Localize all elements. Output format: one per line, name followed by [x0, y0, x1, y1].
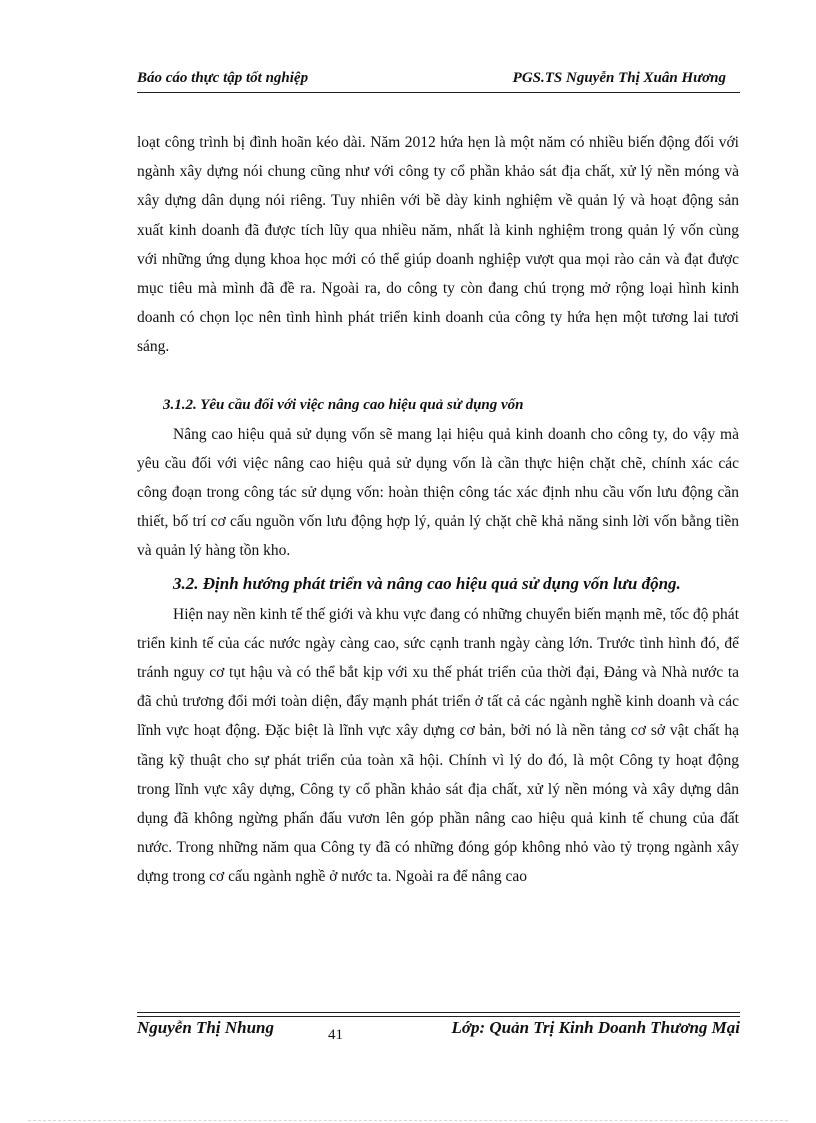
footer-divider: [137, 1012, 740, 1013]
header-advisor: PGS.TS Nguyễn Thị Xuân Hương: [512, 70, 726, 86]
header-report-title: Báo cáo thực tập tốt nghiệp: [137, 70, 309, 86]
footer-divider-thin: [137, 1016, 740, 1017]
page-number: 41: [328, 1027, 343, 1043]
page-body: [137, 128, 739, 892]
section-heading-3-1-2: 3.1.2. Yêu cầu đối với việc nâng cao hiệu quả sử dụng vốn: [163, 396, 524, 413]
paragraph-orientation: Hiện nay nền kinh tế thế giới và khu vực đang có những chuyển biến mạnh mẽ, tốc độ phát triển kinh tế của các nước ngày càng cao, sức cạnh tranh ngày càng lớn. Trước tình hình đó, để tránh nguy cơ tụt hậu và có thể bắt kịp với xu thế phát triển của thời đại, Đảng và Nhà nước ta đã chủ trương đổi mới toàn diện, đẩy mạnh phát triển ở tất cả các ngành nghề kinh doanh và các lĩnh vực hoạt động. Đặc biệt là lĩnh vực xây dựng cơ bản, bởi nó là nền tảng cơ sở vật chất hạ tầng kỹ thuật cho sự phát triển của toàn xã hội. Chính vì lý do đó, là một Công ty hoạt động trong lĩnh vực xây dựng, Công ty cổ phần khảo sát địa chất, xử lý nền móng và xây dựng dân dụng đã không ngừng phấn đấu vươn lên góp phần nâng cao hiệu quả kinh tế chung của đất nước. Trong những năm qua Công ty đã có những đóng góp không nhỏ vào tỷ trọng ngành xây dựng trong cơ cấu ngành nghề ở nước ta. Ngoài ra để nâng cao: [137, 605, 739, 886]
footer-author: Nguyễn Thị Nhung: [137, 1018, 274, 1037]
page-edge: [28, 1120, 788, 1121]
section-heading-3-2: 3.2. Định hướng phát triển và nâng cao hiệu quả sử dụng vốn lưu động.: [173, 573, 681, 593]
footer-class: Lớp: Quản Trị Kinh Doanh Thương Mại: [451, 1018, 740, 1037]
page-header: [137, 66, 740, 93]
paragraph-requirements: Nâng cao hiệu quả sử dụng vốn sẽ mang lại hiệu quả kinh doanh cho công ty, do vậy mà yêu cầu đối với việc nâng cao hiệu quả sử dụng vốn là cần thực hiện chặt chẽ, chính xác các công đoạn trong công tác sử dụng vốn: hoàn thiện công tác xác định nhu cầu vốn lưu động cần thiết, bố trí cơ cấu nguồn vốn lưu động hợp lý, quản lý chặt chẽ khả năng sinh lời vốn bằng tiền và quản lý hàng tồn kho.: [137, 425, 739, 560]
paragraph-continuation: loạt công trình bị đình hoãn kéo dài. Năm 2012 hứa hẹn là một năm có nhiều biến động đối với ngành xây dựng nói chung cũng như với công ty cổ phần khảo sát địa chất, xử lý nền móng và xây dựng dân dụng nói riêng. Tuy nhiên với bề dày kinh nghiệm về quản lý và hoạt động sản xuất kinh doanh đã được tích lũy qua nhiều năm, nhất là kinh nghiệm trong quản lý vốn cùng với những ứng dụng khoa học mới có thể giúp doanh nghiệp vượt qua mọi rào cản và đạt được mục tiêu mà mình đã đề ra. Ngoài ra, do công ty còn đang chú trọng mở rộng loại hình kinh doanh có chọn lọc nên tình hình phát triển kinh doanh của công ty hứa hẹn một tương lai tươi sáng.: [137, 134, 739, 356]
